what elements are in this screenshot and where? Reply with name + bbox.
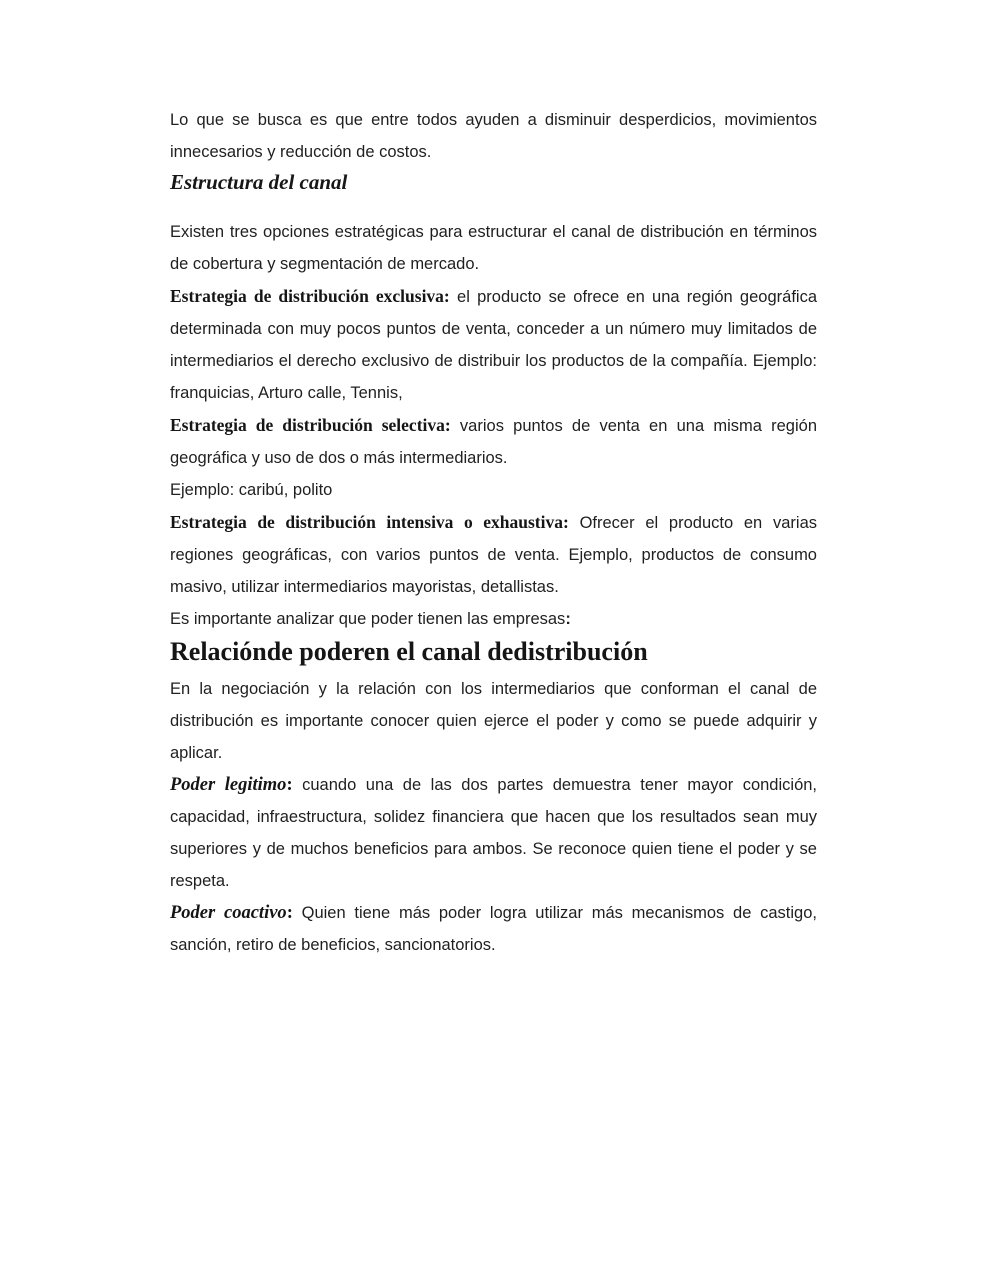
- power-coactivo-paragraph: [170, 897, 817, 961]
- power-legitimo-colon: :: [286, 775, 293, 795]
- strategy-selectiva-body: varios puntos de venta en una misma región geográfica y uso de dos o más intermediarios.: [170, 417, 817, 467]
- power-legitimo-body: cuando una de las dos partes demuestra tener mayor condición, capacidad, infraestructura, solidez financiera que hacen que los resultados sean muy superiores y de muchos beneficios para ambos. Se reconoce quien tiene el poder y se respeta.: [170, 776, 818, 890]
- intro-paragraph: Lo que se busca es que entre todos ayuden a disminuir desperdicios, movimientos innecesarios y reducción de costos.: [170, 111, 817, 161]
- strategy-intensiva-lead: Estrategia de distribución intensiva o exhaustiva:: [170, 512, 569, 532]
- power-coactivo-lead: Poder coactivo: [170, 903, 287, 923]
- power-legitimo-lead: Poder legitimo: [170, 775, 287, 795]
- negotiation-paragraph: En la negociación y la relación con los intermediarios que conforman el canal de distribución es importante conocer quien ejerce el poder y como se puede adquirir y aplicar.: [170, 680, 817, 762]
- power-intro-colon: :: [565, 610, 571, 628]
- strategy-intensiva-paragraph: [170, 506, 817, 603]
- power-coactivo-colon: :: [286, 903, 293, 923]
- power-legitimo-paragraph: [170, 769, 817, 897]
- power-coactivo-body: Quien tiene más poder logra utilizar más mecanismos de castigo, sanción, retiro de beneficios, sancionatorios.: [170, 904, 817, 954]
- power-intro-text: Es importante analizar que poder tienen las empresas: [170, 610, 566, 628]
- power-intro-paragraph: [170, 603, 817, 635]
- strategy-exclusiva-paragraph: [170, 280, 817, 409]
- options-paragraph: Existen tres opciones estratégicas para estructurar el canal de distribución en términos de cobertura y segmentación de mercado.: [170, 223, 817, 273]
- strategy-selectiva-paragraph: [170, 409, 817, 506]
- strategy-exclusiva-body: el producto se ofrece en una región geográfica determinada con muy pocos puntos de venta, conceder a un número muy limitados de intermediarios el derecho exclusivo de distribuir los productos de la compañía. Ejemplo: franquicias, Arturo calle, Tennis,: [170, 288, 817, 402]
- strategy-intensiva-body: Ofrecer el producto en varias regiones geográficas, con varios puntos de venta. Ejemplo, productos de consumo masivo, utilizar intermediarios mayoristas, detallistas.: [170, 514, 817, 596]
- strategy-selectiva-example-line: Ejemplo: caribú, polito: [170, 481, 333, 499]
- strategy-exclusiva-lead: Estrategia de distribución exclusiva:: [170, 286, 450, 306]
- main-heading-relacion-de-poder: Relaciónde poderen el canal dedistribución: [170, 637, 648, 666]
- strategy-selectiva-lead: Estrategia de distribución selectiva:: [170, 415, 451, 435]
- section-heading-estructura-del-canal: Estructura del canal: [170, 170, 348, 194]
